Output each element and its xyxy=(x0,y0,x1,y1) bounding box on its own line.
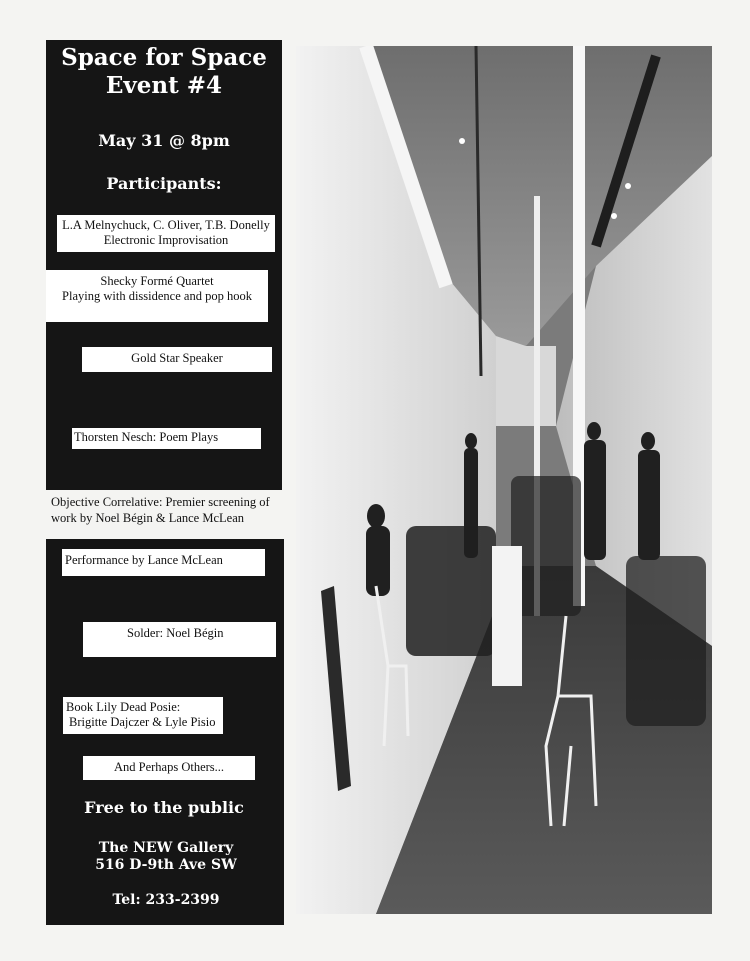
participant-1 xyxy=(57,215,275,252)
gallery-photo xyxy=(296,46,712,914)
participant-2 xyxy=(46,270,268,322)
participant-9 xyxy=(83,756,255,780)
poster-title-line2: Event #4 xyxy=(105,72,223,99)
venue-phone: Tel: 233-2399 xyxy=(112,892,220,908)
participant-1-line1: L.A Melnychuck, C. Oliver, T.B. Donelly xyxy=(62,218,270,232)
free-admission: Free to the public xyxy=(84,798,244,817)
venue-address: 516 D-9th Ave SW xyxy=(95,857,237,873)
gallery-photo-graphic xyxy=(296,46,712,914)
participant-2-line2: Playing with dissidence and pop hook xyxy=(62,289,252,303)
participant-5 xyxy=(51,494,283,526)
participant-1-line2: Electronic Improvisation xyxy=(103,233,229,247)
participant-5-line1: Objective Correlative: Premier screening of xyxy=(51,495,270,509)
participant-6-line1: Performance by Lance McLean xyxy=(65,553,223,567)
participant-8-line1: Book Lily Dead Posie: xyxy=(66,700,181,714)
poster-title-line1: Space for Space xyxy=(61,44,267,71)
participant-7-line1: Solder: Noel Bégin xyxy=(127,626,224,640)
participant-8-line2: Brigitte Dajczer & Lyle Pisio xyxy=(69,715,216,729)
participant-8 xyxy=(63,697,223,734)
participant-6 xyxy=(62,549,265,576)
participant-9-line1: And Perhaps Others... xyxy=(113,760,225,774)
participant-3-line1: Gold Star Speaker xyxy=(131,351,223,365)
participant-2-line1: Shecky Formé Quartet xyxy=(100,274,214,288)
poster-title xyxy=(46,44,282,100)
participant-4-line1: Thorsten Nesch: Poem Plays xyxy=(74,430,219,444)
participants-heading: Participants: xyxy=(106,174,222,193)
participant-4 xyxy=(72,428,261,449)
participant-7 xyxy=(83,622,276,657)
participant-5-line2: work by Noel Bégin & Lance McLean xyxy=(51,511,244,525)
participant-3 xyxy=(82,347,272,372)
event-date: May 31 @ 8pm xyxy=(98,131,230,150)
venue-name: The NEW Gallery xyxy=(98,840,234,856)
